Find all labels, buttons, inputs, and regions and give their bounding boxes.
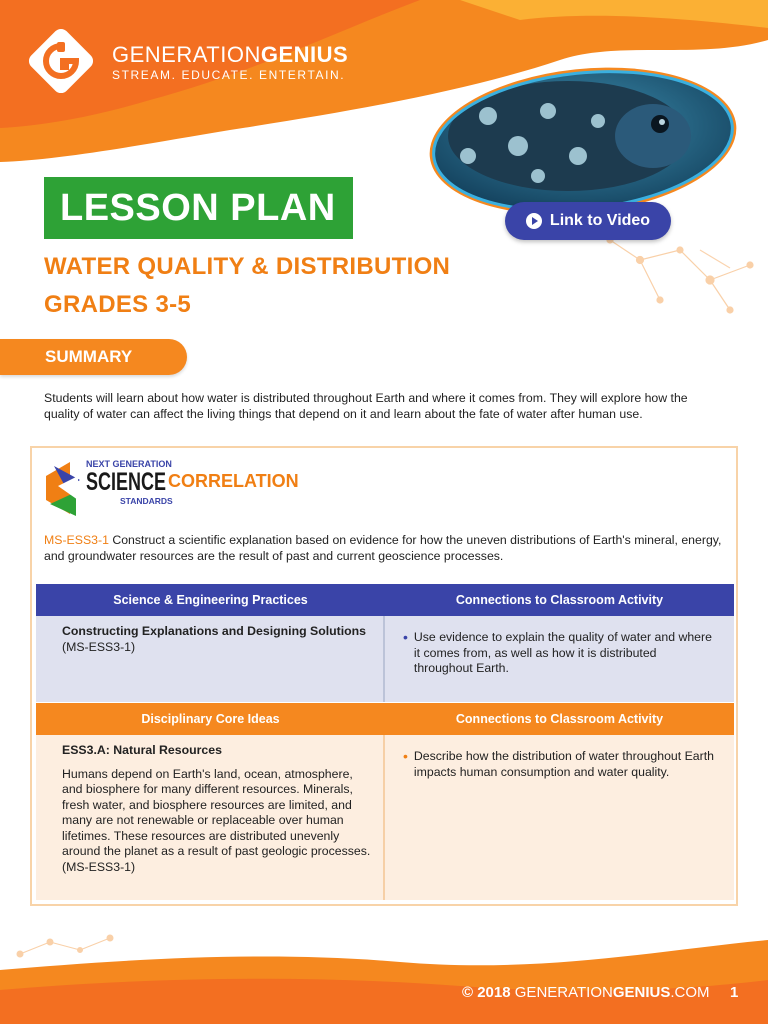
page-number: 1 (730, 984, 739, 1001)
correlation-heading: CORRELATION (168, 471, 299, 491)
ngss-logo-top: NEXT GENERATION (86, 459, 172, 469)
hero-fish-image (428, 66, 738, 216)
core-idea-title: ESS3.A: Natural Resources (62, 743, 222, 757)
core-ideas-header-row (36, 703, 734, 735)
lesson-title: WATER QUALITY & DISTRIBUTION (44, 253, 451, 280)
core-idea-text: Humans depend on Earth's land, ocean, atmosphere, and biosphere for many different resources. Minerals, fresh water, and biosphere resources are limited, and many are not renewable or replaceable over human lifetimes. These resources are distributed unevenly around the planet as a result of past geologic processes. (MS-ESS3-1) (62, 766, 371, 874)
core-idea-connection: Describe how the distribution of water throughout Earth impacts human consumption and water quality. (413, 749, 714, 779)
practices-row (36, 616, 734, 702)
footer-wave-background (0, 930, 768, 1024)
standard-description (44, 532, 724, 564)
practices-connections-header: Connections to Classroom Activity (455, 593, 664, 607)
practice-title: Constructing Explanations and Designing Solutions (62, 624, 367, 638)
practice-connection: Use evidence to explain the quality of water and where it comes from, as well as how it is distributed throughout Earth. (413, 630, 712, 675)
core-ideas-header: Disciplinary Core Ideas (141, 712, 280, 726)
core-ideas-row (36, 735, 734, 900)
link-to-video-label: Link to Video (549, 212, 651, 229)
lesson-plan-banner: LESSON PLAN (44, 177, 353, 239)
brand-name: GENERATIONGENIUS (112, 42, 349, 67)
core-ideas-connections-header: Connections to Classroom Activity (455, 712, 664, 726)
standard-text: Construct a scientific explanation based on evidence for how the uneven distributions of Earth's mineral, energy, and groundwater resources are the result of past and current geoscience processes. (44, 533, 722, 563)
standard-code: MS-ESS3-1 (44, 533, 109, 547)
bullet-icon: • (403, 629, 408, 645)
generation-genius-logo (22, 22, 100, 100)
play-icon (526, 213, 542, 229)
ngss-logo-bottom: STANDARDS (120, 496, 173, 506)
bullet-icon: • (403, 748, 408, 764)
practices-header: Science & Engineering Practices (113, 593, 308, 607)
ngss-logo (40, 456, 173, 520)
brand-tagline: STREAM. EDUCATE. ENTERTAIN. (112, 68, 346, 82)
ngss-logo-main: SCIENCE (86, 468, 166, 496)
summary-text: Students will learn about how water is distributed throughout Earth and where it comes from. They will explore how the quality of water can affect the living things that depend on it and learn about the fate of water after human use. (44, 391, 688, 421)
summary-heading: SUMMARY (0, 339, 187, 375)
link-to-video-button[interactable] (505, 202, 671, 240)
footer-copyright: © 2018 GENERATIONGENIUS.COM (462, 984, 710, 1001)
practice-code: (MS-ESS3-1) (62, 639, 136, 654)
practices-header-row (36, 584, 734, 616)
grade-range: GRADES 3-5 (44, 291, 192, 318)
